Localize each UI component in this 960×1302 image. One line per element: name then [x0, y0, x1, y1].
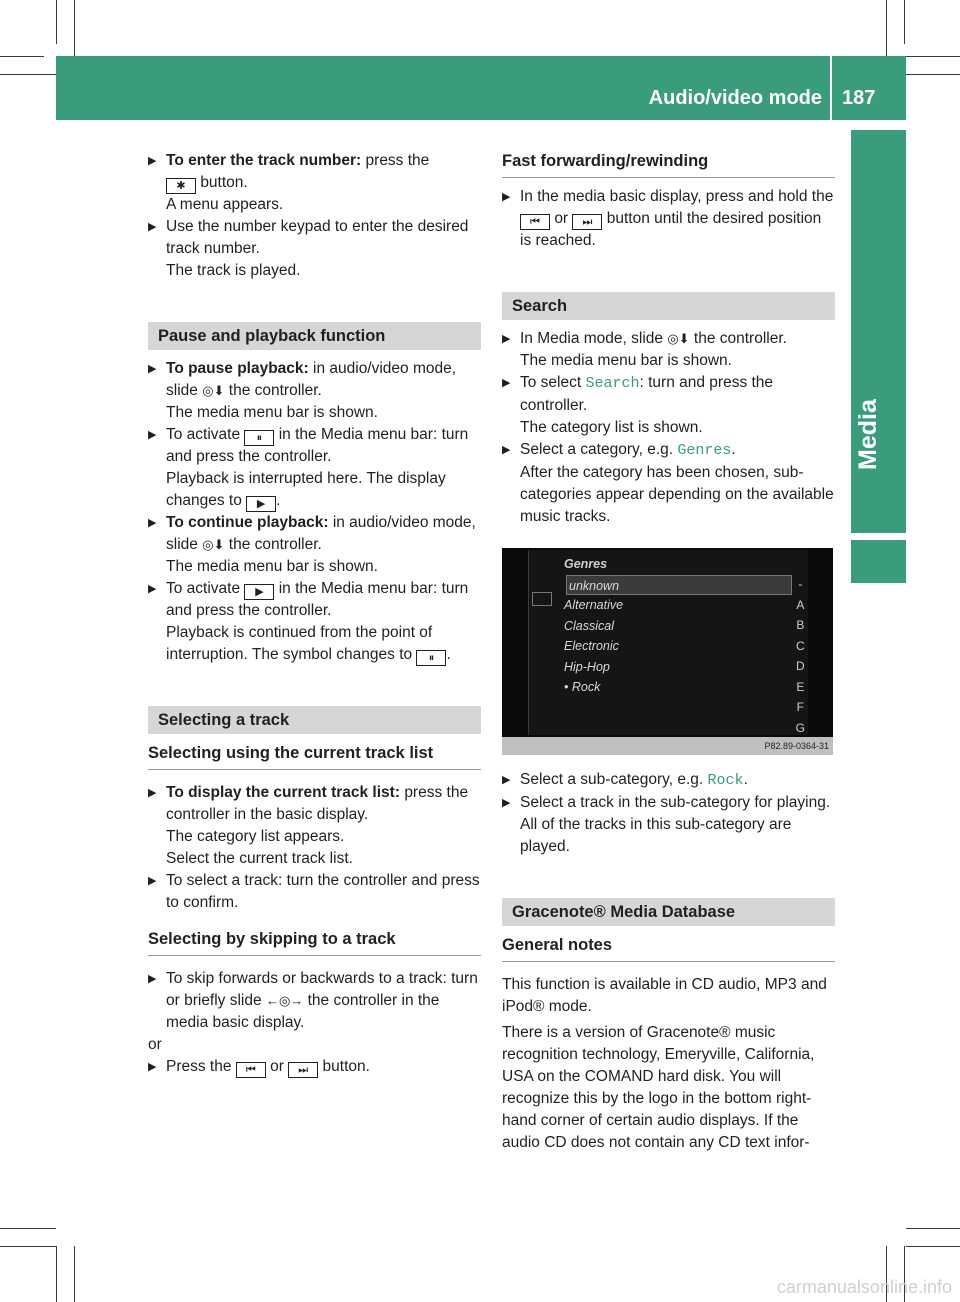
genre-item: Electronic [564, 639, 619, 653]
step-arrow-icon: ▶ [502, 377, 511, 389]
or-text: or [148, 1036, 162, 1053]
heading-current-track-list: Selecting using the current track list [148, 742, 481, 770]
page-number: 187 [842, 87, 876, 109]
step-arrow-icon: ▶ [148, 973, 157, 985]
skip-back-key-icon: ⏮ [520, 214, 550, 230]
genre-item: Classical [564, 618, 615, 633]
index-letter: G [795, 720, 805, 735]
paragraph-gracenote: There is a version of Gracenote® music recognition technology, Emeryville, California, USA on the COMAND hard disk. You will recognize this by the logo in the bottom right-hand corner of certain audio displays. If the audio CD does not contain any CD text infor- [502, 1024, 815, 1151]
paragraph-availability: This function is available in CD audio, MP3 and iPod® mode. [502, 976, 827, 1015]
instruction-pause: ▶ To pause playback: in audio/video mode, slide ◎⬇ the controller. The media menu bar is shown. [148, 360, 457, 421]
step-arrow-icon: ▶ [148, 363, 157, 375]
controller-slide-icon: ◎⬇ [202, 383, 225, 398]
left-column [148, 150, 481, 1078]
watermark-text: carmanualsonline.info [776, 1277, 952, 1297]
side-tab-label: Media [854, 399, 882, 470]
side-tab [851, 130, 906, 533]
menu-item-rock: Rock [707, 772, 744, 789]
instruction-select-category: ▶ Select a category, e.g. Genres. After the category has been chosen, sub-categories appear depending on the available music tracks. [502, 441, 834, 525]
right-column [502, 150, 835, 1154]
heading-search: Search [502, 292, 835, 320]
crop-mark [906, 1228, 960, 1229]
controller-slide-sideways-icon: ←◎→ [265, 993, 304, 1008]
instruction-select-track: ▶ To select a track: turn the controller and press to confirm. [148, 872, 480, 911]
instruction-skip: ▶ To skip forwards or backwards to a track: turn or briefly slide ←◎→ the controller in the media basic display. [148, 970, 478, 1031]
index-letter: B [796, 618, 805, 632]
instruction-activate-pause: ▶ To activate ⏸ in the Media menu bar: turn and press the controller. Playback is interrupted here. The display changes to ▶ . [148, 426, 469, 510]
step-arrow-icon: ▶ [502, 191, 511, 203]
image-caption: P82.89-0364-31 [764, 741, 829, 751]
heading-gracenote: Gracenote® Media Database [502, 898, 835, 926]
genre-item: Hip-Hop [564, 659, 610, 674]
index-letter: A [796, 597, 805, 612]
crop-mark [56, 0, 57, 44]
crop-mark [886, 0, 887, 56]
crop-mark [0, 1228, 56, 1229]
instruction-select-track-play: ▶ Select a track in the sub-category for playing. All of the tracks in this sub-category are played. [502, 794, 831, 855]
crop-mark [0, 74, 56, 75]
menu-item-search: Search [585, 375, 640, 392]
heading-skipping: Selecting by skipping to a track [148, 928, 481, 956]
pause-key-icon: ⏸ [416, 650, 446, 666]
instruction-fast-forward: ▶ In the media basic display, press and hold the ⏮ or ⏭ button until the desired position is reached. [502, 188, 834, 249]
crop-mark [906, 74, 960, 75]
step-arrow-icon: ▶ [148, 155, 157, 167]
step-arrow-icon: ▶ [502, 444, 511, 456]
crop-mark [56, 1246, 57, 1302]
instruction-display-list: ▶ To display the current track list: press the controller in the basic display. The category list appears. Select the current track list. [148, 784, 469, 867]
controller-slide-icon: ◎⬇ [667, 331, 690, 346]
genre-item-selected: unknown [566, 575, 792, 596]
genre-item: • Rock [564, 680, 601, 694]
heading-fast-forward: Fast forwarding/rewinding [502, 150, 835, 178]
skip-forward-key-icon: ⏭ [288, 1062, 318, 1078]
index-letter: D [795, 659, 805, 673]
step-arrow-icon: ▶ [148, 517, 157, 529]
genre-list [564, 554, 792, 698]
menu-item-genres: Genres [677, 442, 732, 459]
genre-item: Alternative [564, 598, 624, 612]
step-arrow-icon: ▶ [502, 797, 511, 809]
play-key-icon: ▶ [244, 584, 274, 600]
controller-slide-icon: ◎⬇ [202, 537, 225, 552]
instruction-activate-play: ▶ To activate ▶ in the Media menu bar: turn and press the controller. Playback is continued from the point of interruption. The symbol changes to ⏸ . [148, 580, 469, 664]
step-arrow-icon: ▶ [148, 429, 157, 441]
star-key-icon: ✱ [166, 178, 196, 194]
index-letter: E [796, 679, 805, 694]
step-arrow-icon: ▶ [502, 774, 511, 786]
instruction-enter-track: ▶ To enter the track number: press the ✱ button. A menu appears. [148, 152, 430, 213]
skip-back-key-icon: ⏮ [236, 1062, 266, 1078]
step-arrow-icon: ▶ [502, 333, 511, 345]
genres-screen-image [502, 548, 833, 755]
heading-selecting-track: Selecting a track [148, 706, 481, 734]
crop-mark [906, 56, 960, 57]
crop-mark [74, 1246, 75, 1302]
instruction-keypad: ▶ Use the number keypad to enter the desired track number. The track is played. [148, 218, 469, 279]
instruction-search-slide: ▶ In Media mode, slide ◎⬇ the controller. The media menu bar is shown. [502, 330, 787, 369]
step-arrow-icon: ▶ [148, 875, 157, 887]
instruction-continue: ▶ To continue playback: in audio/video mode, slide ◎⬇ the controller. The media menu bar is shown. [148, 514, 476, 575]
crop-mark [0, 1246, 56, 1247]
instruction-sub-category: ▶ Select a sub-category, e.g. Rock. [502, 771, 748, 789]
alphabet-index [796, 574, 805, 738]
instruction-press: ▶ Press the ⏮ or ⏭ button. [148, 1058, 370, 1076]
screen-side-icon [532, 592, 552, 606]
crop-mark [906, 1246, 960, 1247]
header-divider [830, 56, 832, 120]
index-letter: - [798, 577, 803, 591]
heading-pause: Pause and playback function [148, 322, 481, 350]
side-tab-marker [851, 540, 906, 583]
pause-key-icon: ⏸ [244, 430, 274, 446]
index-letter: C [795, 638, 805, 653]
crop-mark [0, 56, 44, 57]
index-letter: F [796, 700, 804, 714]
skip-forward-key-icon: ⏭ [572, 214, 602, 230]
genre-list-header: Genres [564, 557, 608, 571]
step-arrow-icon: ▶ [148, 221, 157, 233]
instruction-search-select: ▶ To select Search: turn and press the controller. The category list is shown. [502, 374, 774, 436]
section-title: Audio/video mode [648, 87, 822, 109]
step-arrow-icon: ▶ [148, 1061, 157, 1073]
step-arrow-icon: ▶ [148, 583, 157, 595]
play-key-icon: ▶ [246, 496, 276, 512]
step-arrow-icon: ▶ [148, 787, 157, 799]
crop-mark [74, 0, 75, 56]
heading-general-notes: General notes [502, 934, 835, 962]
crop-mark [904, 0, 905, 44]
